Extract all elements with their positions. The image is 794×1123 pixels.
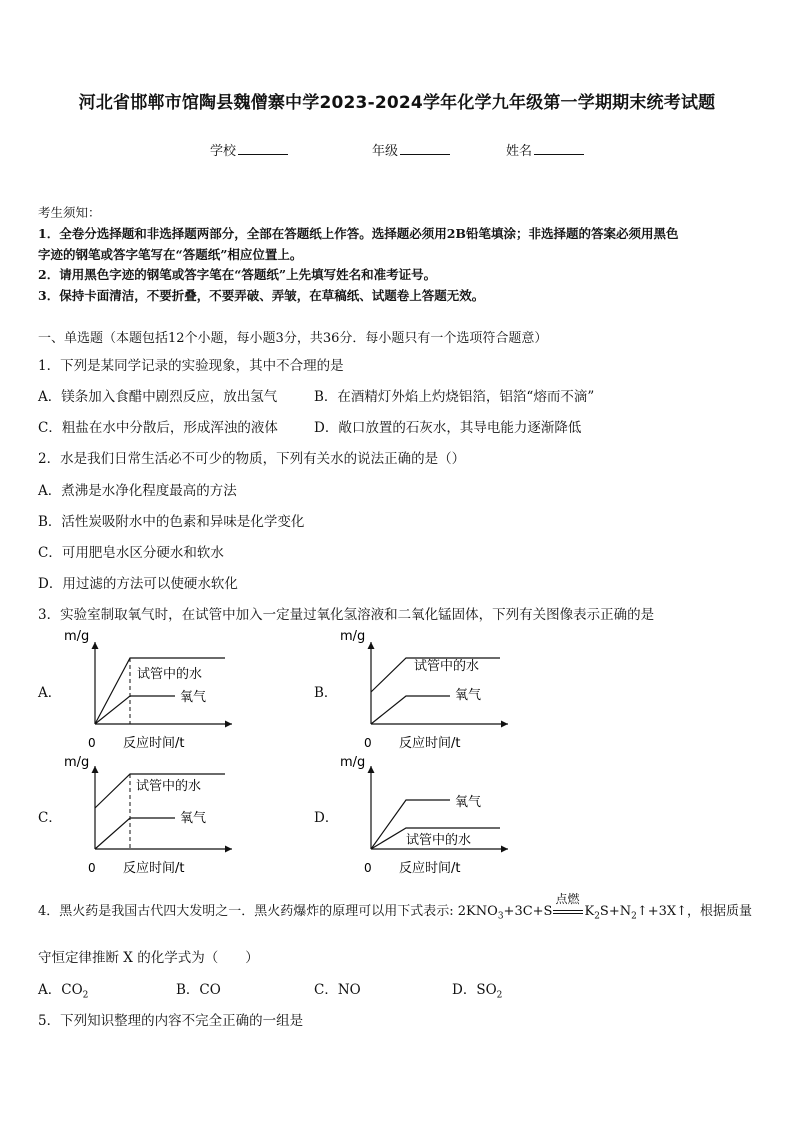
y-axis-label: m/g (340, 629, 366, 644)
q2-option-d: D．用过滤的方法可以使硬水软化 (38, 576, 238, 592)
q3-option-a-label: A． (38, 685, 62, 701)
y-axis-label: m/g (340, 755, 366, 770)
notice-item: 3．保持卡面清洁，不要折叠，不要弄破、弄皱，在草稿纸、试题卷上答题无效。 (38, 288, 485, 303)
question-1-stem: 1．下列是某同学记录的实验现象，其中不合理的是 (38, 358, 344, 374)
q4-product: S+N (599, 904, 632, 919)
school-label: 学校 (210, 144, 237, 159)
condition-label: 点燃 (555, 892, 580, 906)
notice-item: 2．请用黑色字迹的钢笔或答字笔在“答题纸”上先填写姓名和准考证号。 (38, 267, 437, 282)
q2-option-b: B．活性炭吸附水中的色素和异味是化学变化 (38, 514, 305, 530)
water-label: 试管中的水 (136, 779, 202, 794)
x-axis-label: 反应时间/t (123, 861, 185, 876)
notice-item: 字迹的钢笔或答字笔写在“答题纸”相应位置上。 (38, 247, 303, 262)
grade-label: 年级 (372, 144, 399, 159)
graph-c (64, 755, 232, 876)
question-4-stem (38, 892, 753, 922)
subscript: 2 (496, 990, 503, 1001)
x-axis-label: 反应时间/t (399, 736, 461, 751)
y-axis-label: m/g (64, 629, 90, 644)
oxygen-label: 氧气 (455, 688, 482, 703)
y-axis-label: m/g (64, 755, 90, 770)
notice-item: 1．全卷分选择题和非选择题两部分，全部在答题纸上作答。选择题必须用2B铅笔填涂；非选择题的答案必须用黑色 (38, 226, 679, 241)
q1-option-c: C．粗盐在水中分散后，形成浑浊的液体 (38, 420, 278, 436)
water-label: 试管中的水 (414, 659, 480, 674)
origin-label: 0 (88, 861, 96, 875)
q4-option-c: C．NO (314, 982, 361, 998)
section-heading: 一、单选题（本题包括12个小题，每小题3分，共36分．每小题只有一个选项符合题意） (38, 331, 548, 346)
origin-label: 0 (364, 861, 372, 875)
q1-option-d: D．敞口放置的石灰水，其导电能力逐渐降低 (314, 420, 582, 436)
q3-option-b-label: B． (314, 685, 338, 701)
reaction-condition (552, 892, 584, 919)
q2-option-c: C．可用肥皂水区分硬水和软水 (38, 545, 224, 561)
question-2-stem: 2．水是我们日常生活必不可少的物质，下列有关水的说法正确的是（） (38, 451, 466, 467)
question-4-stem-2: 守恒定律推断 X 的化学式为（ ） (38, 950, 259, 966)
q4-option-d (452, 978, 502, 1001)
subscript: 2 (631, 911, 637, 922)
name-label: 姓名 (506, 144, 533, 159)
origin-label: 0 (364, 736, 372, 750)
q1-option-b: B．在酒精灯外焰上灼烧铝箔，铝箔“熔而不滴” (314, 389, 595, 405)
question-3-stem: 3．实验室制取氧气时，在试管中加入一定量过氧化氢溶液和二氧化锰固体，下列有关图像表示正确的是 (38, 607, 655, 623)
oxygen-label: 氧气 (180, 690, 207, 705)
option-text: A．CO (38, 982, 83, 998)
oxygen-curve (371, 696, 450, 724)
water-label: 试管中的水 (137, 667, 203, 682)
option-text: D．SO (452, 982, 497, 998)
q4-reactants: +3C+S (503, 904, 553, 919)
x-axis-label: 反应时间/t (399, 861, 461, 876)
x-axis-label: 反应时间/t (123, 736, 185, 751)
subscript: 2 (594, 911, 600, 922)
subscript: 2 (82, 990, 89, 1001)
q3-option-d-label: D． (314, 810, 339, 826)
water-label: 试管中的水 (406, 833, 472, 848)
graph-d (340, 755, 508, 876)
q3-option-c-label: C． (38, 810, 62, 826)
oxygen-label: 氧气 (455, 795, 482, 810)
q4-stem-text: 4．黑火药是我国古代四大发明之一．黑火药爆炸的原理可以用下式表示: 2KNO (38, 904, 498, 919)
subscript: 3 (497, 911, 504, 922)
oxygen-curve (95, 818, 175, 849)
q4-stem-tail: ↑+3X↑，根据质量 (636, 904, 753, 919)
oxygen-label: 氧气 (180, 811, 207, 826)
q4-product: K (584, 904, 595, 919)
exam-title: 河北省邯郸市馆陶县魏僧寨中学2023-2024学年化学九年级第一学期期末统考试题 (78, 93, 716, 113)
notice-heading: 考生须知： (38, 205, 101, 220)
equals-sign (553, 910, 583, 914)
question-5-stem: 5．下列知识整理的内容不完全正确的一组是 (38, 1013, 304, 1029)
q4-option-b: B．CO (176, 982, 221, 998)
q4-option-a (38, 978, 88, 1001)
graph-a (64, 629, 232, 751)
q1-option-a: A．镁条加入食醋中剧烈反应，放出氢气 (38, 389, 278, 405)
graph-b (340, 629, 508, 751)
origin-label: 0 (88, 736, 96, 750)
q2-option-a: A．煮沸是水净化程度最高的方法 (38, 483, 237, 499)
